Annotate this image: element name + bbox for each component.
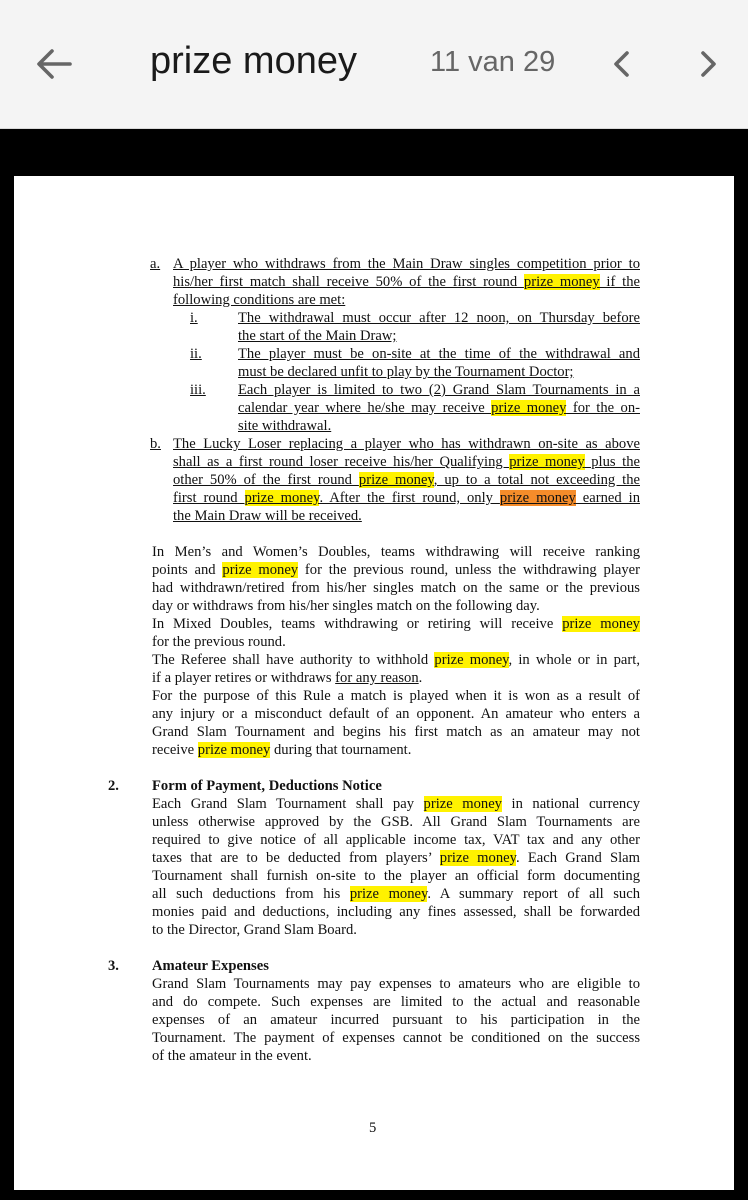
body-line: expenses of an amateur incurred pursuant to his participation in the: [152, 1012, 640, 1028]
highlight-match: prize money: [197, 742, 271, 758]
body-line: Tournament shall furnish on-site to the player an official form documenting: [152, 868, 640, 884]
item-b-marker: b.: [150, 436, 161, 452]
section-number: 3.: [108, 958, 119, 974]
sub-item-line: the start of the Main Draw;: [238, 328, 397, 344]
sub-item-marker: iii.: [190, 382, 206, 398]
document-page: [14, 176, 734, 1190]
body-line: to the Director, Grand Slam Board.: [152, 922, 357, 938]
body-line: unless otherwise approved by the GSB. All Grand Slam Tournaments are: [152, 814, 640, 830]
sub-item-line: site withdrawal.: [238, 418, 332, 434]
sub-item-marker: ii.: [190, 346, 202, 362]
highlight-match: prize money: [439, 850, 516, 866]
body-line: In Men’s and Women’s Doubles, teams withdrawing will receive ranking: [152, 544, 640, 560]
sub-item-line: calendar year where he/she may receive prize money for the on-: [238, 400, 640, 416]
body-line: monies paid and deductions, including any fines assessed, shall be forwarded: [152, 904, 640, 920]
body-line: points and prize money for the previous round, unless the withdrawing player: [152, 562, 640, 578]
highlight-match: prize money: [434, 652, 509, 668]
highlight-match: prize money: [491, 400, 567, 416]
body-line: day or withdraws from his/her singles match on the following day.: [152, 598, 540, 614]
body-line: For the purpose of this Rule a match is played when it is won as a result of: [152, 688, 640, 704]
sub-item-line: The player must be on-site at the time of the withdrawal and: [238, 346, 640, 362]
app-bar: [0, 0, 748, 129]
highlight-match: prize money: [222, 562, 299, 578]
body-line: all such deductions from his prize money. A summary report of all such: [152, 886, 640, 902]
body-line: receive prize money during that tournament.: [152, 742, 412, 758]
item-b-line: The Lucky Loser replacing a player who has withdrawn on-site as above: [173, 436, 640, 452]
sub-item-marker: i.: [190, 310, 198, 326]
current-highlight-match: prize money: [499, 490, 576, 506]
body-line: In Mixed Doubles, teams withdrawing or retiring will receive prize money: [152, 616, 640, 632]
body-line: required to give notice of all applicable income tax, VAT tax and any other: [152, 832, 640, 848]
section-heading: Amateur Expenses: [152, 958, 269, 974]
page-number: 5: [369, 1120, 377, 1136]
highlight-match: prize money: [562, 616, 640, 632]
body-line: Tournament. The payment of expenses cannot be conditioned on the success: [152, 1030, 640, 1046]
body-line: taxes that are to be deducted from players’ prize money. Each Grand Slam: [152, 850, 640, 866]
body-line: any injury or a misconduct default of an opponent. An amateur who enters a: [152, 706, 640, 722]
sub-item-line: The withdrawal must occur after 12 noon, on Thursday before: [238, 310, 640, 326]
highlight-match: prize money: [349, 886, 428, 902]
search-term-title: prize money: [150, 40, 357, 82]
highlight-match: prize money: [358, 472, 434, 488]
body-line: and do compete. Such expenses are limited to the actual and reasonable: [152, 994, 640, 1010]
sub-item-line: must be declared unfit to play by the Tournament Doctor;: [238, 364, 574, 380]
item-a-line: his/her first match shall receive 50% of the first round prize money if the: [173, 274, 640, 290]
body-line: of the amateur in the event.: [152, 1048, 312, 1064]
item-b-line: shall as a first round loser receive his/her Qualifying prize money plus the: [173, 454, 640, 470]
document-text: [14, 176, 734, 1190]
item-a-marker: a.: [150, 256, 161, 272]
section-heading: Form of Payment, Deductions Notice: [152, 778, 382, 794]
item-a-line: A player who withdraws from the Main Draw singles competition prior to: [173, 256, 640, 272]
body-line: Grand Slam Tournaments may pay expenses to amateurs who are eligible to: [152, 976, 640, 992]
match-counter: 11 van 29: [430, 46, 556, 78]
body-line: for the previous round.: [152, 634, 286, 650]
item-b-line: the Main Draw will be received.: [173, 508, 362, 524]
body-line: The Referee shall have authority to withhold prize money, in whole or in part,: [152, 652, 640, 668]
body-line: Grand Slam Tournament and begins his first match as an amateur may not: [152, 724, 640, 740]
highlight-match: prize money: [523, 274, 600, 290]
highlight-match: prize money: [423, 796, 502, 812]
body-line: Each Grand Slam Tournament shall pay prize money in national currency: [152, 796, 641, 812]
body-line: if a player retires or withdraws for any reason.: [152, 670, 423, 686]
arrow-left-icon[interactable]: [34, 44, 74, 84]
body-line: had withdrawn/retired from his/her singles match on the same or the previous: [152, 580, 640, 596]
sub-item-line: Each player is limited to two (2) Grand Slam Tournaments in a: [238, 382, 640, 398]
highlight-match: prize money: [244, 490, 320, 506]
section-number: 2.: [108, 778, 119, 794]
item-b-line: other 50% of the first round prize money, up to a total not exceeding the: [173, 472, 640, 488]
highlight-match: prize money: [509, 454, 585, 470]
chevron-right-icon[interactable]: [690, 47, 724, 81]
item-b-line: first round prize money. After the first round, only prize money earned in: [173, 490, 640, 506]
item-a-line: following conditions are met:: [173, 292, 346, 308]
chevron-left-icon[interactable]: [606, 47, 640, 81]
